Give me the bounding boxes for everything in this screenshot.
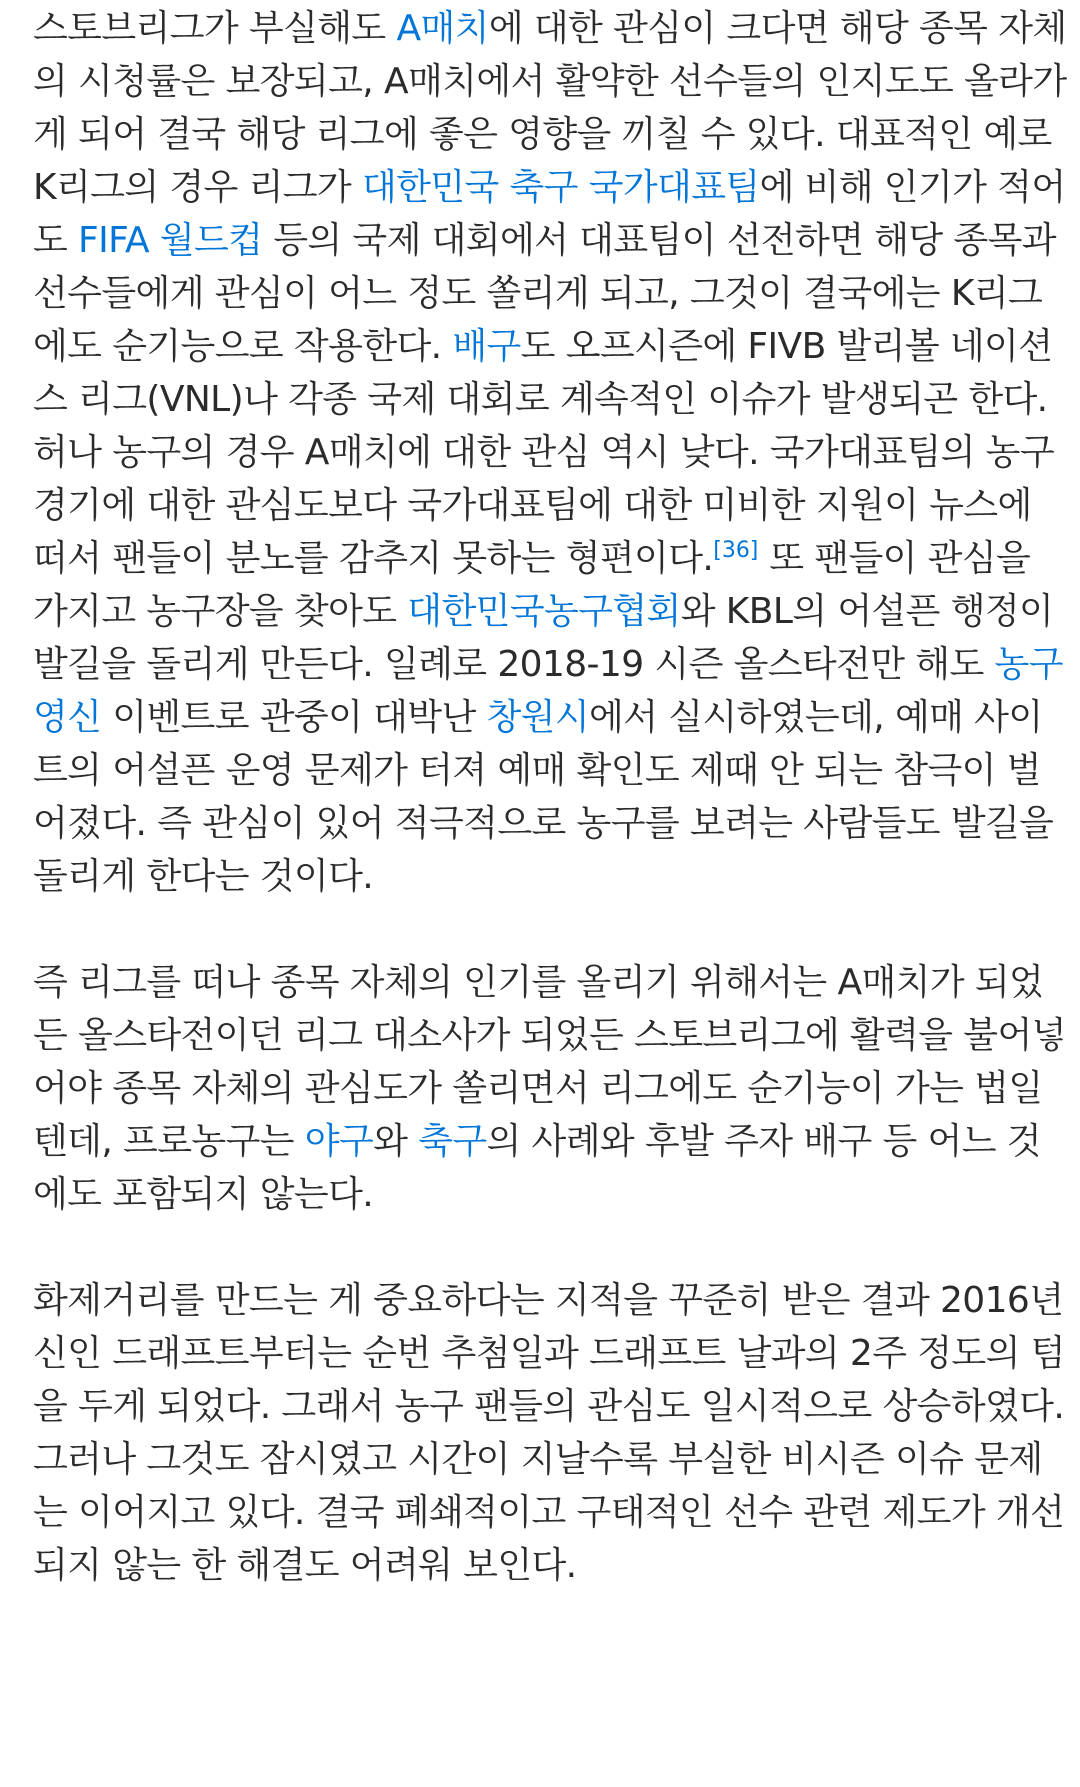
text-line: 스 리그(VNL)나 각종 국제 대회로 계속적인 이슈가 발생되곤 한다. — [33, 379, 1048, 420]
link-korea-national-football-team[interactable]: 대한민국 축구 국가대표팀 — [361, 167, 760, 208]
text: 이벤트로 관중이 대박난 — [101, 697, 487, 738]
text-line: 든 올스타전이던 리그 대소사가 되었든 스토브리그에 활력을 불어넣 — [33, 1015, 1066, 1056]
text-line: 신인 드래프트부터는 순번 추첨일과 드래프트 날과의 2주 정도의 텀 — [33, 1333, 1065, 1374]
text: 또 팬들이 관심을 — [758, 538, 1031, 579]
text-line — [33, 587, 1053, 637]
text-line — [33, 322, 1052, 372]
text-line: 게 되어 결국 해당 리그에 좋은 영향을 끼칠 수 있다. 대표적인 예로 — [33, 114, 1052, 155]
text: 와 KBL의 어설픈 행정이 — [680, 591, 1054, 632]
text-line — [33, 163, 1066, 213]
text-line — [33, 534, 1030, 584]
text-line: 어졌다. 즉 관심이 있어 적극적으로 농구를 보려는 사람들도 발길을 — [33, 803, 1054, 844]
text-line: 되지 않는 한 해결도 어려워 보인다. — [33, 1545, 577, 1586]
text: 의 사례와 후발 주자 배구 등 어느 것 — [486, 1121, 1041, 1162]
text: 에도 순기능으로 작용한다. — [33, 326, 453, 367]
text-line — [33, 1117, 1041, 1167]
text-line: 화제거리를 만드는 게 중요하다는 지적을 꾸준히 받은 결과 2016년 — [33, 1280, 1064, 1321]
text: 도 — [33, 220, 79, 261]
text: K리그의 경우 리그가 — [33, 167, 362, 208]
text: 와 — [373, 1121, 419, 1162]
footnote-reference[interactable]: [36] — [713, 538, 759, 563]
link-basketball-youngshin-part1[interactable]: 농구 — [994, 644, 1063, 685]
text-line: 돌리게 한다는 것이다. — [33, 856, 374, 897]
text-line: 허나 농구의 경우 A매치에 대한 관심 역시 낮다. 국가대표팀의 농구 — [33, 432, 1055, 473]
link-football[interactable]: 축구 — [418, 1121, 487, 1162]
link-baseball[interactable]: 야구 — [304, 1121, 374, 1162]
text-line: 어야 종목 자체의 관심도가 쏠리면서 리그에도 순기능이 가는 법일 — [33, 1068, 1043, 1109]
text-line: 트의 어설픈 운영 문제가 터져 예매 확인도 제때 안 되는 참극이 벌 — [33, 750, 1041, 791]
text: 텐데, 프로농구는 — [33, 1121, 305, 1162]
text: 가지고 농구장을 찾아도 — [33, 591, 408, 632]
text: 에 비해 인기가 적어 — [759, 167, 1066, 208]
text-line — [33, 4, 1067, 54]
text: 발길을 돌리게 만든다. 일례로 2018-19 시즌 올스타전만 해도 — [33, 644, 995, 685]
text-line: 즉 리그를 떠나 종목 자체의 인기를 올리기 위해서는 A매치가 되었 — [33, 962, 1044, 1003]
text: 등의 국제 대회에서 대표팀이 선전하면 해당 종목과 — [262, 220, 1056, 261]
link-basketball-youngshin-part2[interactable]: 영신 — [33, 697, 102, 738]
link-a-match[interactable]: A매치 — [396, 8, 489, 49]
text-line — [33, 216, 1056, 266]
text-line: 에도 포함되지 않는다. — [33, 1174, 374, 1215]
link-volleyball[interactable]: 배구 — [452, 326, 521, 367]
text: 에서 실시하였는데, 예매 사이 — [589, 697, 1043, 738]
text: 도 오프시즌에 FIVB 발리볼 네이션 — [520, 326, 1053, 367]
text-line: 는 이어지고 있다. 결국 폐쇄적이고 구태적인 선수 관련 제도가 개선 — [33, 1492, 1065, 1533]
text-line: 선수들에게 관심이 어느 정도 쏠리게 되고, 그것이 결국에는 K리그 — [33, 273, 1043, 314]
text: 에 대한 관심이 크다면 해당 종목 자체 — [488, 8, 1067, 49]
text-line — [33, 693, 1043, 743]
text-line: 을 두게 되었다. 그래서 농구 팬들의 관심도 일시적으로 상승하였다. — [33, 1386, 1065, 1427]
text-line: 경기에 대한 관심도보다 국가대표팀에 대한 미비한 지원이 뉴스에 — [33, 485, 1032, 526]
link-korea-basketball-association[interactable]: 대한민국농구협회 — [407, 591, 681, 632]
text: 스토브리그가 부실해도 — [33, 8, 397, 49]
text-line — [33, 640, 1063, 690]
link-changwon[interactable]: 창원시 — [486, 697, 590, 738]
text-line: 의 시청률은 보장되고, A매치에서 활약한 선수들의 인지도도 올라가 — [33, 61, 1067, 102]
text-line: 그러나 그것도 잠시였고 시간이 지날수록 부실한 비시즌 이슈 문제 — [33, 1439, 1043, 1480]
text: 떠서 팬들이 분노를 감추지 못하는 형편이다. — [33, 538, 714, 579]
link-fifa-world-cup[interactable]: FIFA 월드컵 — [78, 220, 263, 261]
